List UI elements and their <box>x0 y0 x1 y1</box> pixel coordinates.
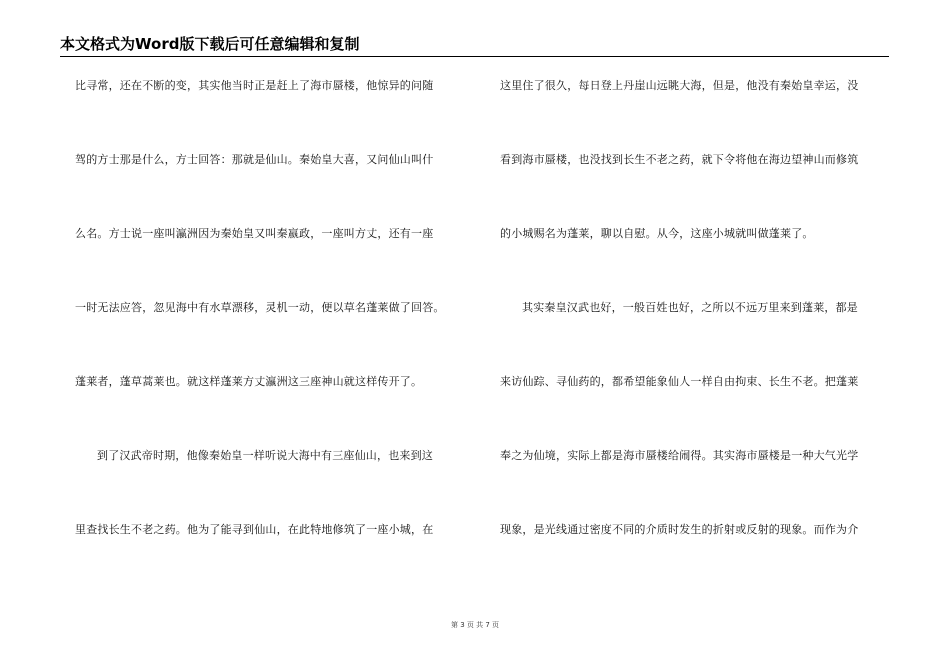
text-line: 驾的方士那是什么，方士回答：那就是仙山。秦始皇大喜，又问仙山叫什 <box>75 153 434 166</box>
document-header-title: 本文格式为Word版下载后可任意编辑和复制 <box>60 35 360 53</box>
page-number: 第 3 页 共 7 页 <box>450 621 500 629</box>
text-line: 蓬莱者，蓬草蒿莱也。就这样蓬莱方丈瀛洲这三座神山就这样传开了。 <box>75 375 423 388</box>
text-line: 的小城赐名为蓬莱，聊以自慰。从今，这座小城就叫做蓬莱了。 <box>500 227 814 240</box>
text-line: 现象，是光线通过密度不同的介质时发生的折射或反射的现象。而作为介 <box>500 523 859 536</box>
text-line: 看到海市蜃楼，也没找到长生不老之药，就下令将他在海边望神山而修筑 <box>500 153 859 166</box>
text-line: 么名。方士说一座叫瀛洲因为秦始皇又叫秦嬴政，一座叫方丈，还有一座 <box>75 227 434 240</box>
text-line: 奉之为仙境，实际上都是海市蜃楼给闹得。其实海市蜃楼是一种大气光学 <box>500 449 859 462</box>
text-line: 比寻常，还在不断的变，其实他当时正是赶上了海市蜃楼，他惊异的问随 <box>75 79 434 92</box>
text-line: 到了汉武帝时期，他像秦始皇一样听说大海中有三座仙山，也来到这 <box>97 449 433 462</box>
text-line: 这里住了很久，每日登上丹崖山远眺大海，但是，他没有秦始皇幸运，没 <box>500 79 859 92</box>
text-line: 来访仙踪、寻仙药的，都希望能象仙人一样自由拘束、长生不老。把蓬莱 <box>500 375 859 388</box>
text-line: 里查找长生不老之药。他为了能寻到仙山，在此特地修筑了一座小城，在 <box>75 523 434 536</box>
text-line: 一时无法应答，忽见海中有水草漂移，灵机一动，便以草名蓬莱做了回答。 <box>75 301 445 314</box>
text-line: 其实秦皇汉武也好，一般百姓也好，之所以不远万里来到蓬莱，都是 <box>522 301 858 314</box>
header-divider <box>60 56 889 57</box>
